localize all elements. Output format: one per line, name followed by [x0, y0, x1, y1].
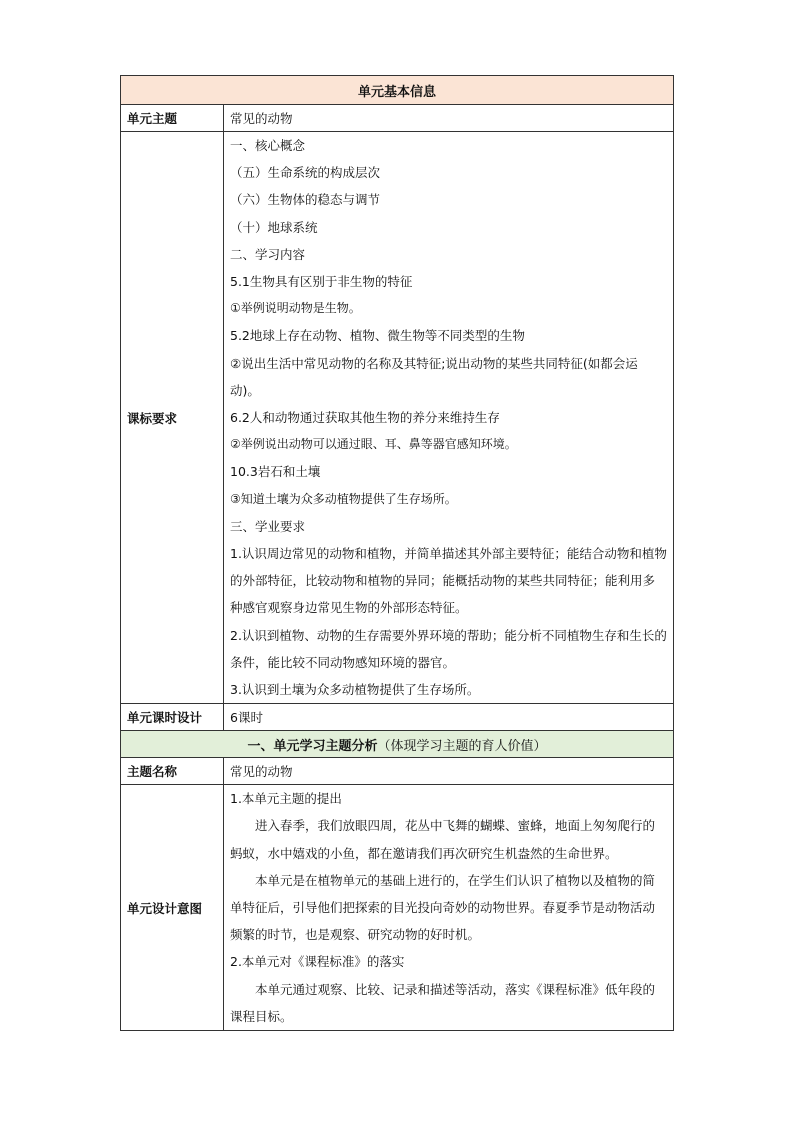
standards-line: （六）生物体的稳态与调节	[230, 192, 381, 208]
standards-line: 二、学习内容	[230, 246, 306, 262]
design-row	[121, 785, 674, 1031]
section-header-row	[121, 731, 674, 758]
standards-line: ③知道土壤为众多动植物提供了生存场所。	[230, 491, 457, 506]
table-title: 单元基本信息	[121, 76, 674, 105]
section-header-title: 一、单元学习主题分析	[247, 738, 378, 754]
topic-name-row	[121, 758, 674, 785]
standards-content	[224, 132, 674, 704]
section-header-note: （体现学习主题的育人价值）	[377, 738, 547, 754]
standards-line: ①举例说明动物是生物。	[230, 301, 361, 316]
unit-theme-row	[121, 105, 674, 132]
design-line: 2.本单元对《课程标准》的落实	[230, 954, 405, 970]
standards-line: 5.2地球上存在动物、植物、微生物等不同类型的生物	[230, 328, 525, 344]
standards-line: 2.认识到植物、动物的生存需要外界环境的帮助；能分析不同植物生存和生长的条件，能比较不同动物感知环境的器官。	[230, 627, 667, 670]
hours-value: 6课时	[224, 704, 674, 731]
unit-theme-label: 单元主题	[121, 105, 224, 132]
standards-line: 三、学业要求	[230, 518, 306, 534]
standards-row	[121, 132, 674, 704]
topic-name-value: 常见的动物	[224, 758, 674, 785]
standards-line: （五）生命系统的构成层次	[230, 165, 381, 181]
standards-line: 10.3岩石和土壤	[230, 464, 321, 480]
standards-line: 3.认识到土壤为众多动植物提供了生存场所。	[230, 682, 480, 698]
section-header	[121, 731, 674, 758]
standards-line: ②举例说出动物可以通过眼、耳、鼻等器官感知环境。	[230, 437, 517, 452]
design-content	[224, 785, 674, 1031]
unit-info-table	[120, 75, 674, 1031]
design-line: 1.本单元主题的提出	[230, 791, 342, 807]
standards-line: 6.2人和动物通过获取其他生物的养分来维持生存	[230, 410, 500, 426]
design-paragraph: 本单元通过观察、比较、记录和描述等活动，落实《课程标准》低年段的课程目标。	[230, 981, 656, 1024]
standards-line: 5.1生物具有区别于非生物的特征	[230, 274, 413, 290]
design-paragraph: 本单元是在植物单元的基础上进行的，在学生们认识了植物以及植物的简单特征后，引导他们把探索的目光投向奇妙的动物世界。春夏季节是动物活动频繁的时节，也是观察、研究动物的好时机。	[230, 872, 656, 943]
standards-label: 课标要求	[121, 132, 224, 704]
table-title-row	[121, 76, 674, 105]
topic-name-label: 主题名称	[121, 758, 224, 785]
hours-label: 单元课时设计	[121, 704, 224, 731]
standards-line: 1.认识周边常见的动物和植物，并简单描述其外部主要特征；能结合动物和植物的外部特征，比较动物和植物的异同；能概括动物的某些共同特征；能利用多种感官观察身边常见生物的外部形态特征。	[230, 546, 667, 616]
hours-row	[121, 704, 674, 731]
design-label: 单元设计意图	[121, 785, 224, 1031]
unit-theme-value: 常见的动物	[224, 105, 674, 132]
standards-line: （十）地球系统	[230, 219, 318, 235]
standards-line: 一、核心概念	[230, 138, 306, 153]
standards-line: ②说出生活中常见动物的名称及其特征;说出动物的某些共同特征(如都会运动)。	[230, 355, 638, 398]
document-page	[120, 75, 673, 1031]
design-paragraph: 进入春季，我们放眼四周，花丛中飞舞的蝴蝶、蜜蜂，地面上匆匆爬行的蚂蚁，水中嬉戏的小鱼，都在邀请我们再次研究生机盎然的生命世界。	[230, 818, 656, 861]
